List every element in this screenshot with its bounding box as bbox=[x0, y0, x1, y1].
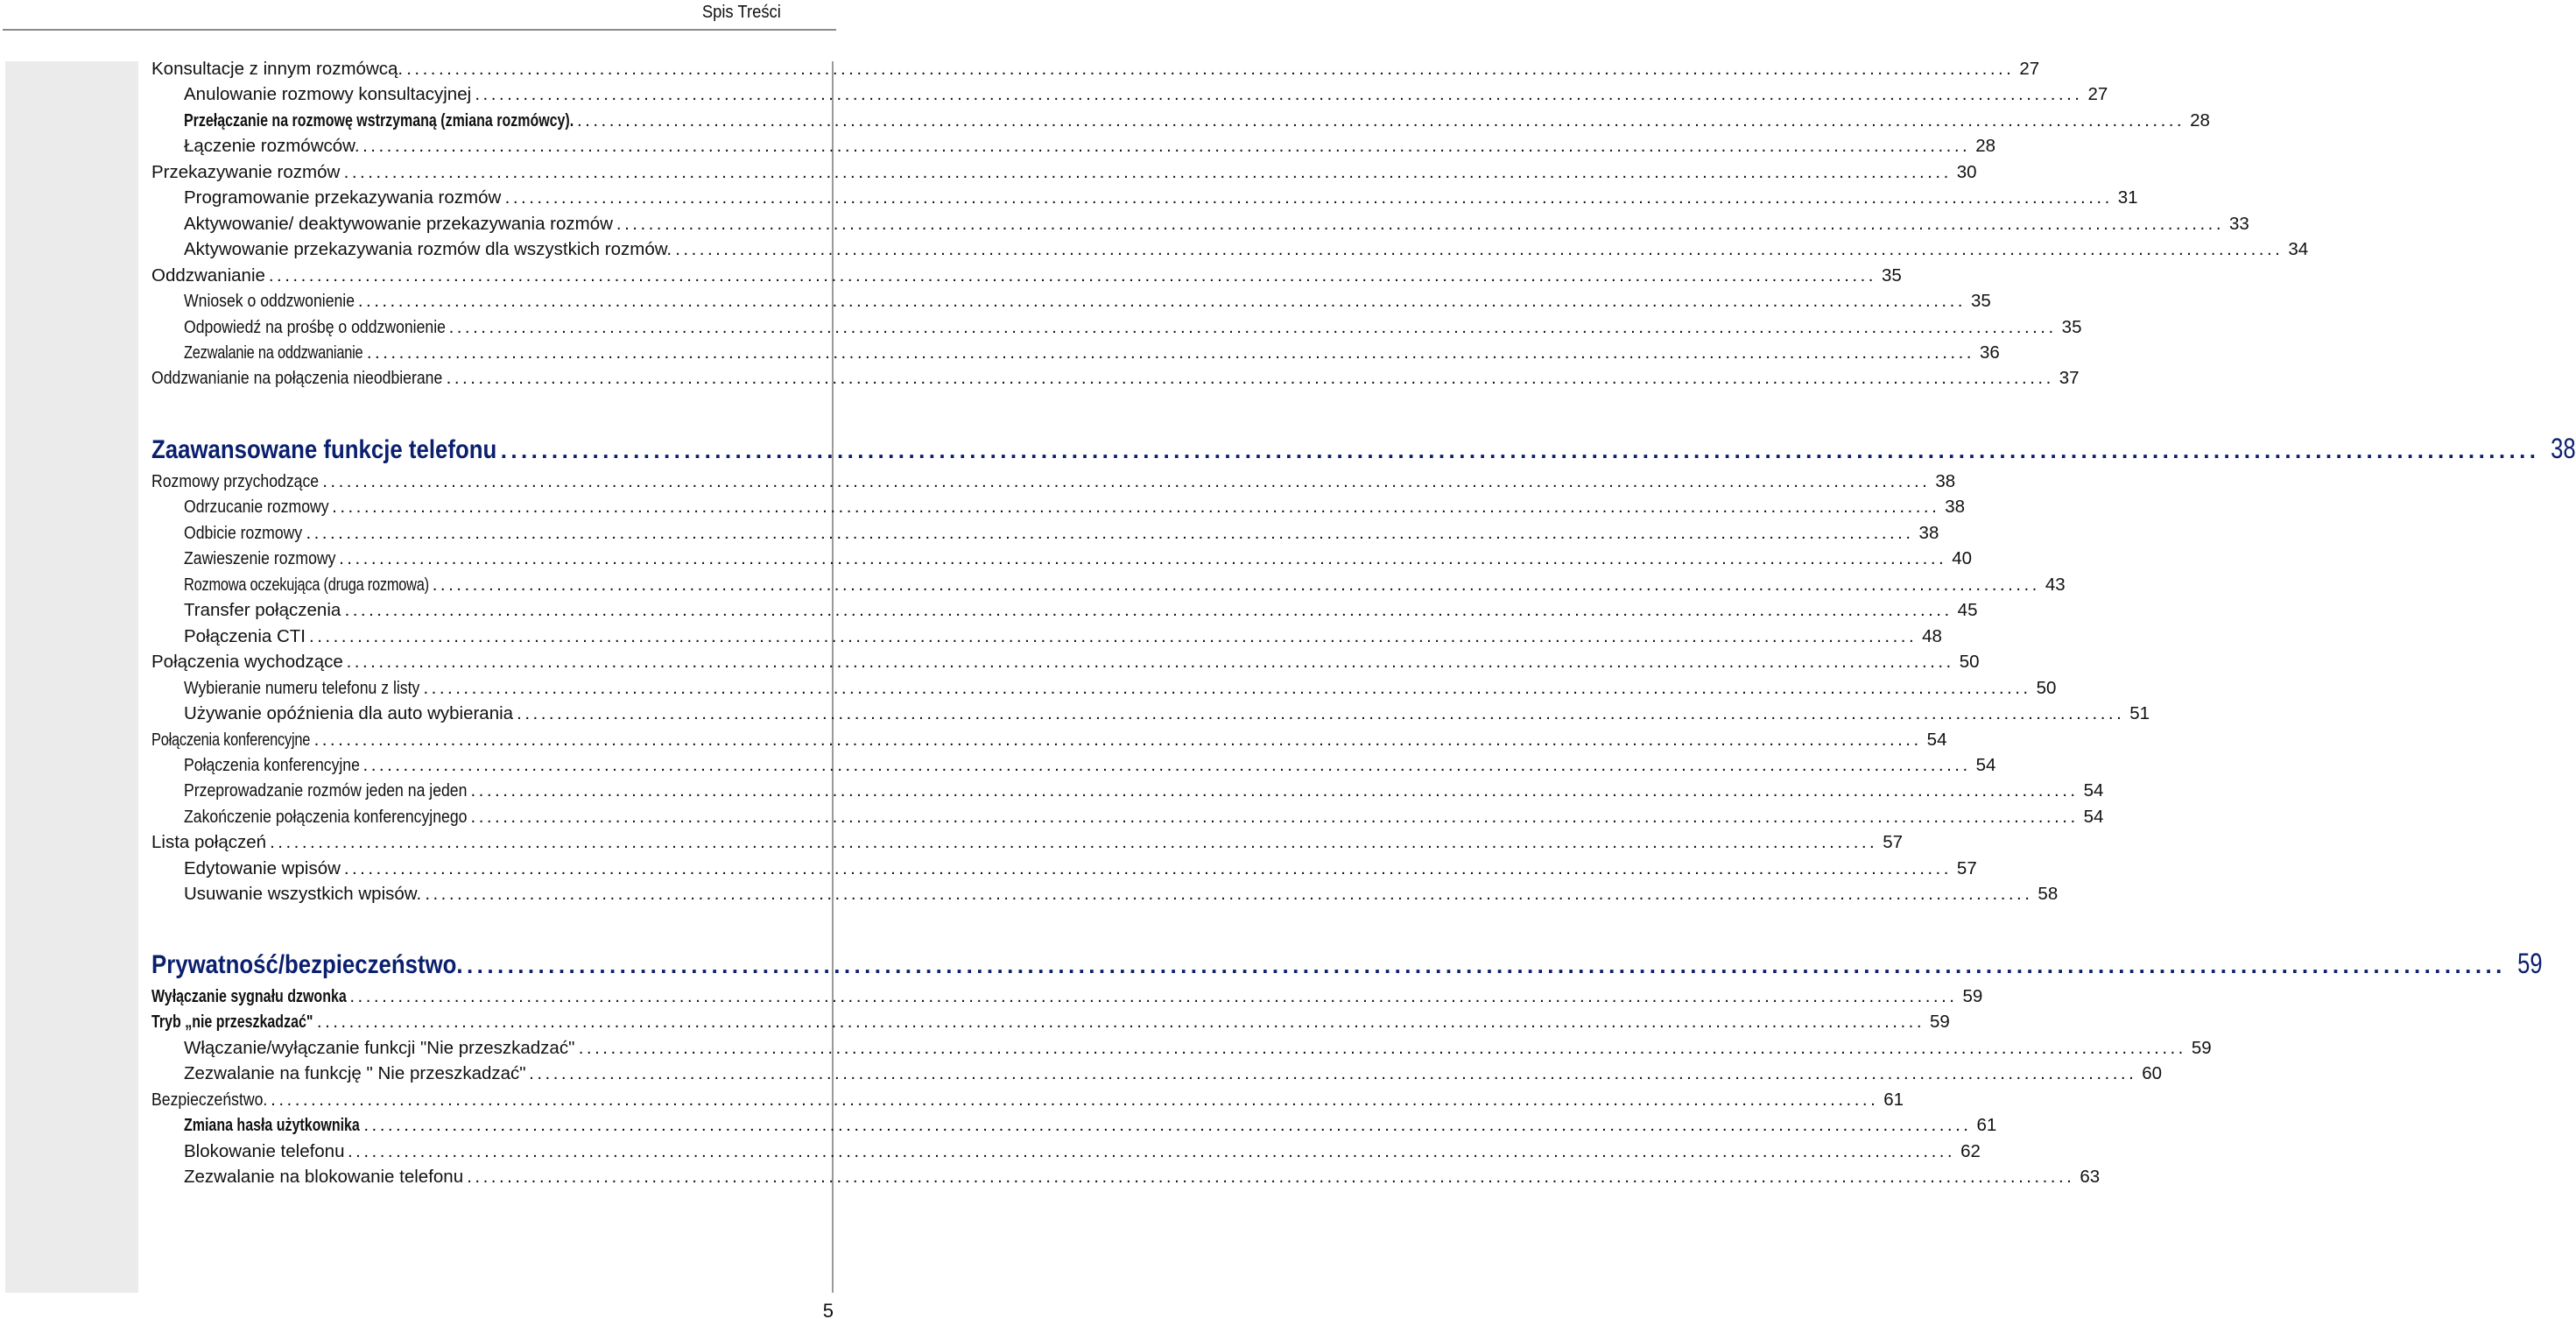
toc-entry-title: Łączenie rozmówców. bbox=[184, 136, 360, 157]
toc-page-number: 38 bbox=[1918, 522, 1939, 543]
toc-entry[interactable] bbox=[0, 727, 1947, 752]
toc-entry[interactable] bbox=[0, 546, 1973, 571]
toc-entry[interactable] bbox=[0, 984, 1983, 1009]
toc-entry[interactable] bbox=[0, 1061, 2163, 1086]
toc-page-number: 54 bbox=[1975, 754, 1996, 775]
toc-chapter-heading[interactable] bbox=[0, 431, 2576, 466]
toc-dot-leader: ........................................................................................................................................................................................................ bbox=[675, 239, 2284, 260]
toc-dot-leader: ........................................................................................................................................................................................................ bbox=[470, 780, 2079, 801]
toc-entry-title: Programowanie przekazywania rozmów bbox=[184, 187, 502, 208]
toc-chapter-heading[interactable] bbox=[0, 946, 2543, 981]
toc-entry-title: Blokowanie telefonu bbox=[184, 1140, 345, 1161]
toc-page-number: 27 bbox=[2087, 84, 2108, 105]
toc-entry-title: Zaawansowane funkcje telefonu bbox=[151, 435, 497, 464]
toc-page-number: 35 bbox=[1970, 291, 1991, 312]
toc-entry[interactable] bbox=[0, 649, 1980, 674]
toc-dot-leader: ........................................................................................................................................................................................................ bbox=[406, 59, 2015, 79]
toc-page-number: 59 bbox=[1962, 986, 1983, 1006]
toc-dot-leader: ........................................................................................................................................................................................................ bbox=[448, 316, 2057, 337]
toc-entry[interactable] bbox=[0, 469, 1956, 494]
toc-page-number: 45 bbox=[1957, 600, 1978, 621]
toc-dot-leader: ........................................................................................................................................................................................................ bbox=[348, 1140, 1956, 1161]
toc-page-number: 43 bbox=[2045, 574, 2066, 595]
toc-page-number: 38 bbox=[1935, 471, 1956, 491]
toc-entry[interactable] bbox=[0, 752, 1996, 778]
toc-page-number: 61 bbox=[1883, 1089, 1904, 1110]
toc-dot-leader: ........................................................................................................................................................................................................ bbox=[616, 213, 2225, 234]
toc-entry-title: Włączanie/wyłączanie funkcji "Nie przeszkadzać" bbox=[184, 1037, 575, 1058]
toc-entry[interactable] bbox=[0, 778, 2104, 803]
toc-entry[interactable] bbox=[0, 288, 1991, 314]
toc-page-number: 61 bbox=[1976, 1115, 1997, 1136]
toc-entry[interactable] bbox=[0, 520, 1939, 546]
toc-entry[interactable] bbox=[0, 365, 2080, 391]
toc-dot-leader: ........................................................................................................................................................................................................ bbox=[357, 291, 1966, 312]
toc-entry[interactable] bbox=[0, 1035, 2212, 1061]
toc-dot-leader: ........................................................................................................................................................................................................ bbox=[578, 1037, 2186, 1058]
toc-page-number: 27 bbox=[2019, 59, 2040, 79]
toc-page-number: 54 bbox=[1926, 729, 1947, 750]
toc-entry-title: Prywatność/bezpieczeństwo. bbox=[151, 950, 463, 979]
toc-entry[interactable] bbox=[0, 81, 2108, 107]
toc-page-number: 28 bbox=[2190, 109, 2210, 130]
toc-entry[interactable] bbox=[0, 263, 1902, 288]
toc-page-number: 48 bbox=[1922, 625, 1942, 646]
toc-page-number: 36 bbox=[1979, 342, 2000, 363]
toc-page-number: 28 bbox=[1975, 136, 1996, 157]
toc-entry-title: Transfer połączenia bbox=[184, 600, 341, 621]
toc-dot-leader: ........................................................................................................................................................................................................ bbox=[470, 806, 2079, 827]
toc-entry[interactable] bbox=[0, 159, 1977, 185]
toc-entry-title: Zezwalanie na funkcję " Nie przeszkadzać" bbox=[184, 1063, 526, 1084]
toc-page-number: 58 bbox=[2038, 884, 2059, 905]
toc-dot-leader: ........................................................................................................................................................................................................ bbox=[271, 1089, 1879, 1110]
toc-entry-title: Odpowiedź na prośbę o oddzwonienie bbox=[184, 316, 446, 337]
toc-entry[interactable] bbox=[0, 597, 1978, 623]
toc-dot-leader: ........................................................................................................................................................................................................ bbox=[529, 1063, 2137, 1084]
toc-page-number: 57 bbox=[1956, 857, 1977, 878]
toc-entry[interactable] bbox=[0, 133, 1996, 159]
toc-entry[interactable] bbox=[0, 881, 2059, 906]
toc-entry[interactable] bbox=[0, 675, 2057, 701]
toc-page-number: 40 bbox=[1952, 548, 1973, 569]
toc-entry-title: Połączenia CTI bbox=[184, 625, 306, 646]
toc-dot-leader: ........................................................................................................................................................................................................ bbox=[346, 652, 1954, 673]
toc-entry[interactable] bbox=[0, 804, 2104, 829]
toc-entry-title: Usuwanie wszystkich wpisów. bbox=[184, 884, 422, 905]
toc-entry-title: Przeprowadzanie rozmów jeden na jeden bbox=[184, 780, 468, 801]
toc-entry-title: Konsultacje z innym rozmówcą. bbox=[151, 59, 404, 79]
toc-entry[interactable] bbox=[0, 185, 2138, 210]
toc-entry-title: Bezpieczeństwo. bbox=[151, 1089, 268, 1110]
toc-dot-leader: ........................................................................................................................................................................................................ bbox=[322, 471, 1931, 491]
toc-entry-title: Odrzucanie rozmowy bbox=[184, 497, 329, 518]
toc-entry[interactable] bbox=[0, 56, 2040, 81]
toc-entry-title: Wniosek o oddzwonienie bbox=[184, 291, 355, 312]
toc-entry-title: Połączenia konferencyjne bbox=[184, 754, 360, 775]
toc-entry[interactable] bbox=[0, 856, 1977, 881]
toc-entry[interactable] bbox=[0, 572, 2066, 597]
toc-dot-leader: ........................................................................................................................................................................................................ bbox=[339, 548, 1947, 569]
page-number: 5 bbox=[822, 1300, 834, 1322]
toc-dot-leader: ........................................................................................................................................................................................................ bbox=[446, 368, 2054, 389]
toc-page-number: 35 bbox=[1881, 264, 1902, 286]
toc-entry[interactable] bbox=[0, 624, 1942, 649]
toc-dot-leader: ........................................................................................................................................................................................................ bbox=[362, 754, 1971, 775]
toc-page-number: 50 bbox=[1959, 652, 1980, 673]
toc-dot-leader: ........................................................................................................................................................................................................ bbox=[349, 986, 1958, 1006]
toc-entry-title: Oddzwanianie na połączenia nieodbierane bbox=[151, 368, 443, 389]
toc-dot-leader: ........................................................................................................................................................................................................ bbox=[313, 729, 1922, 750]
toc-page-number: 59 bbox=[2516, 948, 2543, 979]
toc-entry[interactable] bbox=[0, 236, 2309, 262]
toc-dot-leader: ........................................................................................................................................................................................................ bbox=[432, 574, 2040, 595]
toc-entry-title: Lista połączeń bbox=[151, 832, 267, 853]
toc-dot-leader: ........................................................................................................................................................................................................ bbox=[270, 832, 1878, 853]
toc-dot-leader: ........................................................................................................................................................................................................ bbox=[500, 437, 2540, 463]
toc-dot-leader: ........................................................................................................................................................................................................ bbox=[517, 703, 2125, 724]
toc-dot-leader: ........................................................................................................................................................................................................ bbox=[306, 522, 1914, 543]
toc-page-number: 59 bbox=[2191, 1037, 2212, 1058]
header-rule bbox=[3, 29, 836, 31]
toc-entry-title: Wyłączanie sygnału dzwonka bbox=[151, 986, 347, 1006]
toc-entry-title: Przekazywanie rozmów bbox=[151, 161, 341, 182]
toc-page-number: 30 bbox=[1956, 161, 1977, 182]
toc-entry[interactable] bbox=[0, 829, 1904, 855]
toc-entry-title: Zezwalanie na blokowanie telefonu bbox=[184, 1167, 464, 1188]
toc-entry-title: Połączenia wychodzące bbox=[151, 652, 343, 673]
toc-entry[interactable] bbox=[0, 211, 2249, 236]
toc-entry[interactable] bbox=[0, 340, 2000, 365]
toc-entry-title: Zawieszenie rozmowy bbox=[184, 548, 336, 569]
toc-entry-title: Zezwalanie na oddzwanianie bbox=[184, 342, 363, 363]
toc-entry[interactable] bbox=[0, 494, 1966, 519]
running-header-title: Spis Treści bbox=[702, 3, 781, 22]
toc-entry[interactable] bbox=[0, 1009, 1950, 1034]
toc-dot-leader: ........................................................................................................................................................................................................ bbox=[268, 264, 1876, 286]
toc-dot-leader: ........................................................................................................................................................................................................ bbox=[343, 857, 1952, 878]
toc-dot-leader: ........................................................................................................................................................................................................ bbox=[316, 1012, 1925, 1033]
toc-entry-title: Tryb „nie przeszkadzać" bbox=[151, 1012, 313, 1033]
toc-page-number: 51 bbox=[2129, 703, 2150, 724]
toc-page-number: 63 bbox=[2080, 1167, 2101, 1188]
toc-entry-title: Aktywowanie/ deaktywowanie przekazywania rozmów bbox=[184, 213, 613, 234]
toc-page-number: 50 bbox=[2036, 677, 2057, 698]
toc-page-number: 62 bbox=[1960, 1140, 1981, 1161]
toc-entry-title: Zakończenie połączenia konferencyjnego bbox=[184, 806, 468, 827]
toc-page-number: 54 bbox=[2083, 780, 2104, 801]
toc-dot-leader: ........................................................................................................................................................................................................ bbox=[475, 84, 2083, 105]
toc-entry-title: Anulowanie rozmowy konsultacyjnej bbox=[184, 84, 472, 105]
toc-entry[interactable] bbox=[0, 1164, 2101, 1189]
toc-page-number: 60 bbox=[2142, 1063, 2163, 1084]
toc-dot-leader: ........................................................................................................................................................................................................ bbox=[332, 497, 1940, 518]
toc-entry-title: Zmiana hasła użytkownika bbox=[184, 1115, 360, 1136]
toc-page-number: 38 bbox=[2551, 433, 2576, 464]
toc-page-number: 35 bbox=[2061, 316, 2082, 337]
toc-entry-title: Przełączanie na rozmowę wstrzymaną (zmiana rozmówcy). bbox=[184, 109, 574, 130]
toc-dot-leader: ........................................................................................................................................................................................................ bbox=[343, 161, 1952, 182]
toc-page-number: 37 bbox=[2059, 368, 2080, 389]
toc-dot-leader: ........................................................................................................................................................................................................ bbox=[467, 1167, 2075, 1188]
toc-dot-leader: ........................................................................................................................................................................................................ bbox=[309, 625, 1918, 646]
toc-entry-title: Oddzwanianie bbox=[151, 264, 265, 286]
toc-page-number: 33 bbox=[2229, 213, 2249, 234]
toc-entry-title: Odbicie rozmowy bbox=[184, 522, 303, 543]
toc-entry[interactable] bbox=[0, 1139, 1981, 1164]
toc-dot-leader: ........................................................................................................................................................................................................ bbox=[363, 1115, 1972, 1136]
toc-dot-leader: ........................................................................................................................................................................................................ bbox=[423, 677, 2031, 698]
toc-entry-title: Rozmowa oczekująca (druga rozmowa) bbox=[184, 574, 429, 595]
toc-page-number: 59 bbox=[1930, 1012, 1950, 1033]
toc-dot-leader: ........................................................................................................................................................................................................ bbox=[467, 952, 2506, 978]
toc-page-number: 54 bbox=[2083, 806, 2104, 827]
toc-page-number: 31 bbox=[2117, 187, 2138, 208]
toc-entry[interactable] bbox=[0, 108, 2210, 133]
toc-entry[interactable] bbox=[0, 701, 2150, 726]
toc-entry-title: Aktywowanie przekazywania rozmów dla wszystkich rozmów. bbox=[184, 239, 672, 260]
toc-dot-leader: ........................................................................................................................................................................................................ bbox=[366, 342, 1974, 363]
toc-page-number: 38 bbox=[1945, 497, 1966, 518]
toc-entry-title: Połączenia konferencyjne bbox=[151, 729, 311, 750]
toc-dot-leader: ........................................................................................................................................................................................................ bbox=[577, 109, 2185, 130]
toc-entry[interactable] bbox=[0, 1112, 1997, 1138]
toc-page-number: 34 bbox=[2288, 239, 2309, 260]
toc-entry[interactable] bbox=[0, 314, 2082, 340]
toc-entry-title: Edytowanie wpisów bbox=[184, 857, 341, 878]
toc-dot-leader: ........................................................................................................................................................................................................ bbox=[504, 187, 2113, 208]
toc-entry[interactable] bbox=[0, 1087, 1904, 1112]
toc-dot-leader: ........................................................................................................................................................................................................ bbox=[344, 600, 1953, 621]
toc-entry-title: Używanie opóźnienia dla auto wybierania bbox=[184, 703, 514, 724]
toc-entry-title: Rozmowy przychodzące bbox=[151, 471, 320, 491]
toc-entry-title: Wybieranie numeru telefonu z listy bbox=[184, 677, 420, 698]
toc-dot-leader: ........................................................................................................................................................................................................ bbox=[425, 884, 2033, 905]
toc-page-number: 57 bbox=[1883, 832, 1904, 853]
toc-dot-leader: ........................................................................................................................................................................................................ bbox=[362, 136, 1971, 157]
